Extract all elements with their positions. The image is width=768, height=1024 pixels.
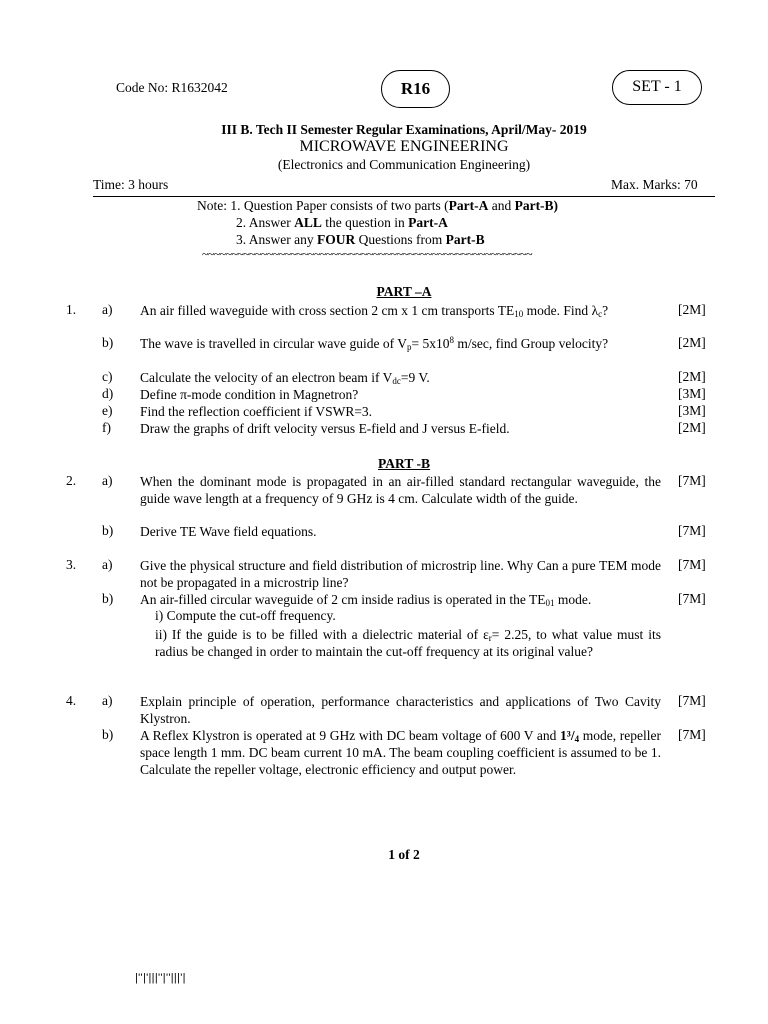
q4b-t2: mode, repeller space length 1 mm. DC beam current 10 mA. The beam coupling coefficient is assumed to be 1. Calculate the repeller voltage, electronic efficiency and output power. bbox=[140, 728, 661, 777]
part-a-title: PART –A bbox=[376, 284, 432, 299]
note-1 bbox=[197, 198, 558, 214]
q4a-label: a) bbox=[102, 693, 113, 708]
q1b-label: b) bbox=[102, 335, 114, 350]
q1b-t2: = 5x10 bbox=[411, 336, 450, 351]
note-3-four: FOUR bbox=[317, 232, 356, 247]
lambda-symbol: λ bbox=[591, 303, 599, 318]
page-number: 1 of 2 bbox=[388, 847, 420, 862]
note-3-mid: Questions from bbox=[355, 232, 446, 247]
q2b-marks: [7M] bbox=[678, 523, 706, 538]
q3b-text bbox=[140, 591, 661, 608]
q2a-label: a) bbox=[102, 473, 113, 488]
q1c-sub1: dc bbox=[392, 376, 401, 386]
question-2-number: 2. bbox=[66, 473, 77, 488]
q2a-marks: [7M] bbox=[678, 473, 706, 488]
q2a-text: When the dominant mode is propagated in an air-filled standard rectangular waveguide, the guide wave length at a frequency of 9 GHz is 4 cm. Calculate width of the guide. bbox=[140, 474, 661, 506]
q4b-text bbox=[140, 727, 661, 778]
set-label: SET - 1 bbox=[632, 78, 682, 95]
header-rule bbox=[93, 196, 715, 197]
q1c-text bbox=[140, 369, 661, 386]
q1b-sup: 8 bbox=[449, 335, 455, 345]
q1c-marks: [2M] bbox=[678, 369, 706, 384]
subject-title: MICROWAVE ENGINEERING bbox=[299, 138, 509, 155]
q1e-text: Find the reflection coefficient if VSWR=3. bbox=[140, 404, 373, 419]
q1d-marks: [3M] bbox=[678, 386, 706, 401]
code-number: Code No: R1632042 bbox=[116, 80, 228, 95]
q3b-sub1: 01 bbox=[545, 598, 555, 608]
q1b-text bbox=[140, 335, 661, 352]
question-1-number: 1. bbox=[66, 302, 77, 317]
part-a-heading bbox=[0, 284, 768, 300]
epsilon-symbol: ε bbox=[483, 627, 489, 642]
exam-title: III B. Tech II Semester Regular Examinations, April/May- 2019 bbox=[221, 122, 587, 137]
q3a-label: a) bbox=[102, 557, 113, 572]
branch-title: (Electronics and Communication Engineering) bbox=[277, 157, 531, 172]
note-3-part: Part-B bbox=[445, 232, 485, 247]
question-4-number: 4. bbox=[66, 693, 77, 708]
q1e-marks: [3M] bbox=[678, 403, 706, 418]
note-3 bbox=[236, 232, 485, 248]
q1a-sub2: c bbox=[598, 309, 603, 319]
q3b-i: i) Compute the cut-off frequency. bbox=[155, 608, 336, 623]
note-2-part: Part-A bbox=[408, 215, 448, 230]
q1a-t1: An air filled waveguide with cross section 2 cm x 1 cm transports TE bbox=[140, 303, 515, 318]
q1c-t1: Calculate the velocity of an electron beam if V bbox=[140, 370, 393, 385]
q3b-ii bbox=[155, 626, 661, 660]
note-2 bbox=[236, 215, 448, 231]
max-marks-label: Max. Marks: 70 bbox=[611, 177, 698, 192]
q1f-text: Draw the graphs of drift velocity versus E-field and J versus E-field. bbox=[140, 421, 510, 436]
q1e-label: e) bbox=[102, 403, 113, 418]
q3a-text: Give the physical structure and field distribution of microstrip line. Why Can a pure TEM mode not be propagated in a microstrip line? bbox=[140, 558, 661, 590]
q4b-marks: [7M] bbox=[678, 727, 706, 742]
q4b-t1: A Reflex Klystron is operated at 9 GHz with DC beam voltage of 600 V and bbox=[140, 728, 561, 743]
q3a-marks: [7M] bbox=[678, 557, 706, 572]
q1c-t2: =9 V. bbox=[400, 370, 430, 385]
part-b-heading bbox=[0, 456, 768, 472]
note-1-text: Note: 1. Question Paper consists of two parts ( bbox=[197, 198, 449, 213]
time-label: Time: 3 hours bbox=[93, 177, 169, 192]
q1a-label: a) bbox=[102, 302, 113, 317]
regulation-label: R16 bbox=[400, 79, 431, 98]
q4a-text: Explain principle of operation, performance characteristics and applications of Two Cavity Klystron. bbox=[140, 694, 661, 726]
q1a-text bbox=[140, 302, 661, 319]
q4b-fraction: 1³/ bbox=[560, 728, 575, 743]
q3b-t1: An air-filled circular waveguide of 2 cm inside radius is operated in the TE bbox=[140, 592, 546, 607]
q1a-sub1: 10 bbox=[514, 309, 524, 319]
q2b-text: Derive TE Wave field equations. bbox=[140, 524, 317, 539]
part-b-title: PART -B bbox=[378, 456, 430, 471]
note-2-mid: the question in bbox=[321, 215, 409, 230]
set-badge bbox=[612, 70, 702, 105]
q1c-label: c) bbox=[102, 369, 113, 384]
q3b-ii-post: = 2.25, to what value must its radius be changed in order to maintain the cut-off frequency at its original value? bbox=[155, 627, 661, 659]
q1f-marks: [2M] bbox=[678, 420, 706, 435]
epsilon-sub: r bbox=[488, 633, 492, 643]
question-3-number: 3. bbox=[66, 557, 77, 572]
q1a-t4: ? bbox=[602, 303, 609, 318]
q4b-label: b) bbox=[102, 727, 114, 742]
regulation-badge bbox=[381, 70, 450, 108]
q2b-label: b) bbox=[102, 523, 114, 538]
q4b-fraction-sub: 4 bbox=[574, 734, 580, 744]
note-2-all: ALL bbox=[294, 215, 322, 230]
q1d-text: Define π-mode condition in Magnetron? bbox=[140, 387, 359, 402]
note-1-part-b: Part-B) bbox=[514, 198, 559, 213]
q1a-t2: mode. Find bbox=[523, 303, 592, 318]
q1b-sub1: p bbox=[407, 342, 412, 352]
barcode-strip: |''|'|||''|''|||'| bbox=[135, 972, 186, 984]
q4a-marks: [7M] bbox=[678, 693, 706, 708]
q3b-ii-pre: ii) If the guide is to be filled with a dielectric material of bbox=[155, 627, 484, 642]
q3b-marks: [7M] bbox=[678, 591, 706, 606]
tilde-separator: ~~~~~~~~~~~~~~~~~~~~~~~~~~~~~~~~~~~~~~~~~~~~~~~~~~~~~~~~ bbox=[202, 247, 532, 261]
note-1-and: and bbox=[488, 198, 515, 213]
q1b-t1: The wave is travelled in circular wave guide of V bbox=[140, 336, 408, 351]
q1d-label: d) bbox=[102, 386, 114, 401]
q3b-t2: mode. bbox=[554, 592, 592, 607]
q1b-t3: m/sec, find Group velocity? bbox=[454, 336, 609, 351]
q1a-marks: [2M] bbox=[678, 302, 706, 317]
q1b-marks: [2M] bbox=[678, 335, 706, 350]
note-2-text: 2. Answer bbox=[236, 215, 295, 230]
q3b-label: b) bbox=[102, 591, 114, 606]
note-1-part-a: Part-A bbox=[448, 198, 489, 213]
note-3-text: 3. Answer any bbox=[236, 232, 317, 247]
q1f-label: f) bbox=[102, 420, 111, 435]
